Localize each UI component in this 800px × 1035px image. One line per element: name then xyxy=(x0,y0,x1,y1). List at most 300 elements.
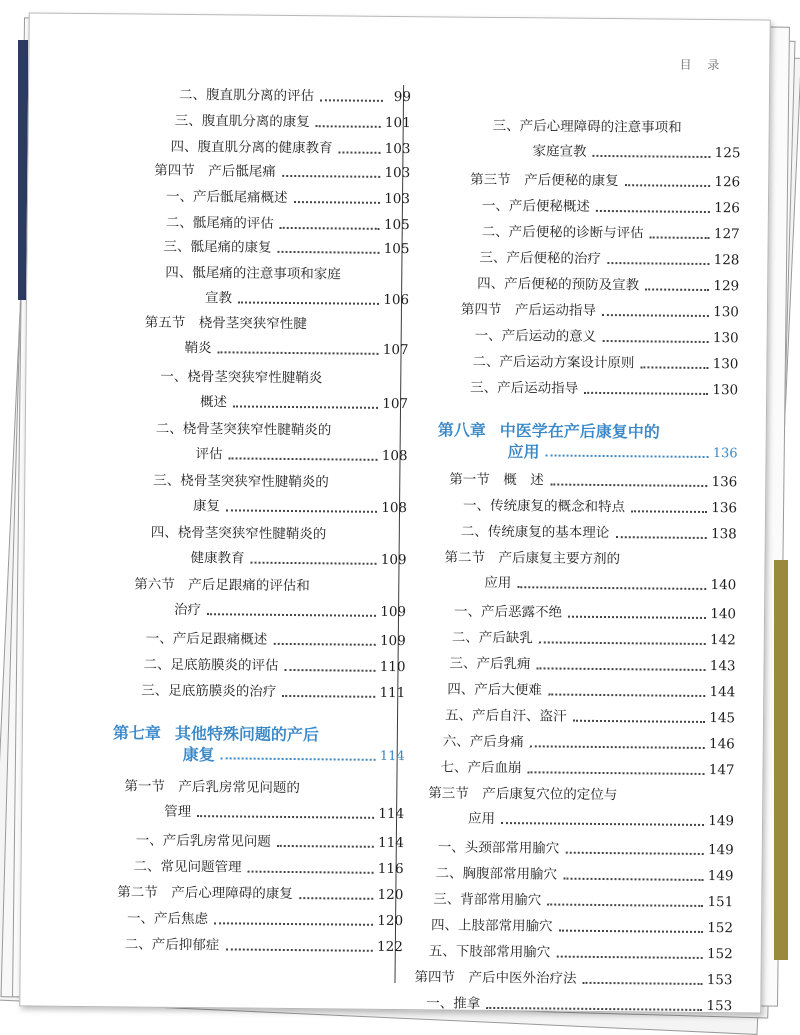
entry-line xyxy=(170,139,410,158)
entry-continuation-line xyxy=(444,574,736,594)
dot-leader xyxy=(277,845,374,848)
dot-leader xyxy=(229,457,378,460)
entry-line xyxy=(117,884,403,904)
toc-entry[interactable] xyxy=(143,657,405,677)
entry-title-line xyxy=(153,473,407,492)
dot-leader xyxy=(338,151,380,153)
page-number: 105 xyxy=(383,216,410,234)
entry-title: 一、桡骨茎突狭窄性腱鞘炎 xyxy=(160,368,323,387)
entry-line xyxy=(470,380,738,400)
toc-entry[interactable] xyxy=(449,656,735,676)
entry-line xyxy=(163,239,409,258)
toc-entry[interactable] xyxy=(438,839,734,859)
toc-entry[interactable] xyxy=(479,250,739,269)
dot-leader xyxy=(517,586,706,590)
dot-leader xyxy=(563,878,704,881)
dot-leader xyxy=(277,251,379,254)
entry-line xyxy=(154,163,410,182)
entry-title-continued: 健康教育 xyxy=(190,550,245,567)
toc-entry[interactable] xyxy=(163,239,409,258)
entry-continuation-line xyxy=(153,498,407,517)
entry-line xyxy=(463,498,737,518)
toc-entry[interactable] xyxy=(160,369,408,413)
entry-title: 三、产后乳痈 xyxy=(449,655,531,673)
page-number: 120 xyxy=(377,912,404,930)
page-number: 106 xyxy=(383,291,410,309)
entry-line xyxy=(461,302,739,322)
dot-leader xyxy=(299,897,374,900)
entry-title: 第四节 产后骶尾痛 xyxy=(154,162,276,180)
page-number: 109 xyxy=(380,551,407,569)
page-number: 140 xyxy=(710,577,737,594)
page-number: 125 xyxy=(714,145,741,162)
page-number: 136 xyxy=(712,446,738,462)
page-number: 116 xyxy=(377,860,404,878)
toc-entry[interactable] xyxy=(475,328,739,348)
entry-line xyxy=(127,910,403,930)
dot-leader xyxy=(214,922,373,926)
page-number: 130 xyxy=(712,356,739,373)
toc-entry[interactable] xyxy=(431,917,733,937)
entry-title: 第五节 桡骨茎突狭窄性腱 xyxy=(144,314,307,333)
dot-leader xyxy=(251,562,377,565)
entry-line xyxy=(470,172,740,192)
entry-title-line xyxy=(113,724,405,744)
entry-title-line xyxy=(124,778,404,798)
dot-leader xyxy=(607,262,710,265)
entry-title: 五、产后自汗、盗汗 xyxy=(444,707,567,725)
entry-line xyxy=(482,224,740,243)
entry-title-line xyxy=(156,421,408,440)
page-number: 152 xyxy=(706,946,733,963)
dot-leader xyxy=(546,454,709,458)
entry-title-continued: 康复 xyxy=(192,498,221,515)
entry-title-continued: 应用 xyxy=(467,810,496,827)
dot-leader xyxy=(226,509,377,512)
toc-entry[interactable] xyxy=(443,733,735,753)
chapter-number: 第八章 xyxy=(437,420,486,440)
entry-title: 中医学在产后康复中的 xyxy=(499,421,660,442)
entry-title: 四、腹直肌分离的健康教育 xyxy=(170,138,333,157)
entry-title: 五、下肢部常用腧穴 xyxy=(428,943,551,961)
page-number: 130 xyxy=(712,330,739,347)
dot-leader xyxy=(548,693,706,697)
toc-entry[interactable] xyxy=(470,172,740,192)
entry-title: 一、产后足跟痛概述 xyxy=(145,630,268,648)
toc-entry[interactable] xyxy=(492,118,740,162)
page-number: 126 xyxy=(714,174,741,191)
entry-line xyxy=(125,936,403,956)
page-number: 130 xyxy=(713,304,740,321)
toc-entry[interactable] xyxy=(136,833,404,853)
dot-leader xyxy=(596,210,710,213)
page-number: 143 xyxy=(709,658,736,675)
dot-leader xyxy=(316,125,381,128)
entry-title: 二、产后抑郁症 xyxy=(124,936,220,954)
entry-title: 三、产后运动指导 xyxy=(470,379,579,397)
toc-entry[interactable] xyxy=(144,315,408,360)
entry-title-line xyxy=(160,369,408,388)
entry-continuation-line xyxy=(124,803,404,823)
dot-leader xyxy=(645,288,709,291)
dot-leader xyxy=(650,236,710,239)
entry-title: 二、足底筋膜炎的评估 xyxy=(143,656,279,674)
entry-line xyxy=(440,759,734,779)
page-number: 110 xyxy=(379,658,406,676)
entry-title: 一、推拿 xyxy=(426,995,481,1012)
toc-entry[interactable] xyxy=(134,859,404,879)
entry-title-continued: 康复 xyxy=(182,744,215,765)
toc-entry[interactable] xyxy=(454,604,736,624)
entry-line xyxy=(445,707,735,727)
entry-title: 其他特殊问题的产后 xyxy=(174,723,319,745)
entry-title: 四、产后大便难 xyxy=(447,681,542,699)
dot-leader xyxy=(573,720,706,723)
toc-entry[interactable] xyxy=(433,891,733,911)
page-number: 144 xyxy=(709,684,736,701)
entry-title: 第二节 产后心理障碍的康复 xyxy=(117,884,293,903)
entry-title: 三、产后心理障碍的注意事项和 xyxy=(492,117,682,136)
dot-leader xyxy=(238,301,379,304)
entry-line xyxy=(141,683,405,703)
dot-leader xyxy=(625,184,711,187)
entry-line xyxy=(426,995,732,1015)
entry-line xyxy=(449,472,737,492)
entry-line xyxy=(146,631,406,650)
page-number: 138 xyxy=(710,526,737,543)
entry-line xyxy=(452,630,736,650)
entry-title: 第二节 产后康复主要方剂的 xyxy=(444,549,621,568)
toc-entry[interactable] xyxy=(447,682,735,702)
entry-continuation-line xyxy=(155,446,407,465)
page-number: 136 xyxy=(711,474,738,491)
entry-title: 第一节 产后乳房常见问题的 xyxy=(124,778,300,797)
toc-entry[interactable] xyxy=(470,380,738,400)
toc-entry[interactable] xyxy=(482,198,740,217)
entry-line xyxy=(482,198,740,217)
entry-line xyxy=(134,859,404,879)
page-number: 109 xyxy=(380,603,407,621)
entry-title: 六、产后身痛 xyxy=(442,733,524,751)
dot-leader xyxy=(584,392,708,395)
toc-entry[interactable] xyxy=(426,995,732,1015)
dot-leader xyxy=(293,201,380,204)
page-number: 149 xyxy=(707,842,734,859)
dot-leader xyxy=(280,227,380,230)
toc-entry[interactable] xyxy=(166,189,410,208)
entry-title: 一、产后便秘概述 xyxy=(481,197,591,215)
toc-entry[interactable] xyxy=(127,910,403,930)
entry-line xyxy=(143,657,405,677)
page-number: 140 xyxy=(710,606,737,623)
dot-leader xyxy=(631,510,707,513)
page-number: 108 xyxy=(381,447,408,465)
entry-title: 第四节 产后运动指导 xyxy=(460,301,597,319)
page-number: 122 xyxy=(376,938,403,956)
entry-title: 一、产后乳房常见问题 xyxy=(135,832,271,850)
entry-title: 三、腹直肌分离的康复 xyxy=(174,112,310,131)
dot-leader xyxy=(530,745,705,749)
entry-title: 二、产后运动方案设计原则 xyxy=(472,353,635,372)
page-number: 99 xyxy=(393,88,412,106)
entry-title-continued: 治疗 xyxy=(173,601,202,619)
entry-title-continued: 宣教 xyxy=(204,290,233,307)
dot-leader xyxy=(539,641,706,645)
page-number: 129 xyxy=(713,278,740,295)
toc-entry[interactable] xyxy=(472,354,738,374)
dot-leader xyxy=(568,616,706,619)
entry-title: 二、产后缺乳 xyxy=(451,629,533,647)
entry-line xyxy=(179,87,411,106)
toc-entry[interactable] xyxy=(170,139,410,158)
dot-leader xyxy=(197,815,374,819)
entry-continuation-line xyxy=(165,290,409,309)
chapter-heading[interactable] xyxy=(113,724,405,765)
entry-title: 二、腹直肌分离的评估 xyxy=(178,86,315,105)
entry-title: 一、头颈部常用腧穴 xyxy=(437,839,560,857)
page-number: 103 xyxy=(384,140,411,158)
entry-title: 第六节 产后足跟痛的评估和 xyxy=(134,576,310,595)
toc-entry[interactable] xyxy=(429,943,733,963)
dot-leader xyxy=(248,871,374,874)
dot-leader xyxy=(615,536,707,539)
dot-leader xyxy=(550,483,708,487)
book-cover-edge-right xyxy=(774,560,788,960)
entry-title: 一、产后恶露不绝 xyxy=(453,603,563,621)
entry-title: 三、足底筋膜炎的治疗 xyxy=(141,682,277,700)
dot-leader xyxy=(486,1007,702,1011)
toc-entry[interactable] xyxy=(414,969,732,989)
dot-leader xyxy=(602,314,709,317)
toc-entry[interactable] xyxy=(445,707,735,727)
page-number: 111 xyxy=(379,684,406,702)
page-number: 142 xyxy=(709,632,736,649)
page-number: 101 xyxy=(384,114,411,132)
entry-line xyxy=(435,865,733,885)
toc-entry[interactable] xyxy=(155,421,407,465)
page-number: 108 xyxy=(381,499,408,517)
toc-entry[interactable] xyxy=(435,865,733,885)
entry-continuation-line xyxy=(428,810,734,830)
entry-line xyxy=(166,189,410,208)
entry-title: 一、产后骶尾痛概述 xyxy=(165,188,288,206)
entry-line xyxy=(475,328,739,348)
dot-leader xyxy=(218,351,379,355)
entry-line xyxy=(175,113,411,132)
dot-leader xyxy=(582,982,702,985)
dot-leader xyxy=(320,99,383,102)
entry-continuation-line xyxy=(160,394,408,413)
entry-line xyxy=(414,969,732,989)
entry-line xyxy=(479,250,739,269)
entry-continuation-line xyxy=(150,550,406,569)
toc-entry[interactable] xyxy=(125,936,403,956)
toc-entry[interactable] xyxy=(117,884,403,904)
toc-entry[interactable] xyxy=(154,163,410,182)
dot-leader xyxy=(225,948,373,951)
toc-entry[interactable] xyxy=(461,302,739,322)
toc-entry[interactable] xyxy=(166,215,410,234)
page-number: 114 xyxy=(377,834,404,852)
entry-title-continued: 概述 xyxy=(199,394,228,411)
toc-entry[interactable] xyxy=(440,759,734,779)
entry-title: 四、上肢部常用腧穴 xyxy=(430,917,553,935)
entry-title: 一、产后焦虑 xyxy=(127,910,209,928)
page-number: 153 xyxy=(706,998,733,1015)
entry-title: 四、骶尾痛的注意事项和家庭 xyxy=(165,264,341,283)
toc-entry[interactable] xyxy=(150,525,406,569)
entry-title: 七、产后血崩 xyxy=(440,759,522,777)
entry-line xyxy=(472,354,738,374)
entry-line xyxy=(454,604,736,624)
entry-title: 第三节 产后康复穴位的定位与 xyxy=(428,785,618,804)
toc-entry[interactable] xyxy=(444,549,736,594)
page-number: 107 xyxy=(382,395,409,413)
page-number: 151 xyxy=(707,894,734,911)
toc-left-column xyxy=(91,58,412,956)
page-number: 126 xyxy=(714,200,741,217)
chapter-heading[interactable] xyxy=(438,421,738,462)
toc-entry[interactable] xyxy=(449,472,737,492)
page-number: 103 xyxy=(384,164,411,182)
page-number: 146 xyxy=(708,736,735,753)
page-number: 114 xyxy=(378,805,405,823)
toc-entry[interactable] xyxy=(179,87,411,106)
page-number: 147 xyxy=(708,762,735,779)
entry-title-line xyxy=(165,265,409,284)
entry-line xyxy=(166,215,410,234)
entry-line xyxy=(461,524,737,544)
entry-line xyxy=(429,943,733,963)
dot-leader xyxy=(558,930,703,933)
entry-title: 二、胸腹部常用腧穴 xyxy=(435,865,558,883)
dot-leader xyxy=(640,366,708,369)
entry-line xyxy=(447,682,735,702)
entry-title-continued: 评估 xyxy=(195,446,223,463)
entry-line xyxy=(431,917,733,937)
entry-line xyxy=(136,833,404,853)
entry-title-continued: 应用 xyxy=(507,442,540,462)
entry-line xyxy=(443,733,735,753)
entry-title-line xyxy=(438,421,738,441)
page-number: 107 xyxy=(382,341,409,359)
toc-entry[interactable] xyxy=(146,631,406,650)
page-number: 130 xyxy=(712,382,739,399)
dot-leader xyxy=(537,667,706,671)
entry-title-continued: 管理 xyxy=(164,803,192,821)
entry-title: 二、桡骨茎突狭窄性腱鞘炎的 xyxy=(155,420,332,439)
entry-line xyxy=(438,839,734,859)
toc-page xyxy=(19,12,771,1013)
entry-line xyxy=(433,891,733,911)
page-number: 128 xyxy=(713,252,740,269)
entry-line xyxy=(477,276,739,296)
entry-title-continued: 鞘炎 xyxy=(184,339,212,357)
page-header: 目 录 xyxy=(679,57,726,73)
entry-title: 三、背部常用腧穴 xyxy=(433,891,542,909)
dot-leader xyxy=(501,822,704,826)
page-number: 149 xyxy=(707,868,734,885)
dot-leader xyxy=(556,956,703,959)
toc-entry[interactable] xyxy=(463,498,737,518)
toc-entry[interactable] xyxy=(141,683,405,703)
entry-continuation-line xyxy=(492,143,740,162)
toc-entry[interactable] xyxy=(477,276,739,296)
page-number: 105 xyxy=(383,240,410,258)
entry-continuation-line xyxy=(438,442,738,462)
entry-line xyxy=(449,656,735,676)
entry-title-continued: 家庭宣教 xyxy=(532,143,587,160)
toc-entry[interactable] xyxy=(428,785,734,830)
dot-leader xyxy=(221,757,376,760)
page-number: 120 xyxy=(377,886,404,904)
toc-entry[interactable] xyxy=(452,630,736,650)
entry-title-line xyxy=(493,118,741,137)
dot-leader xyxy=(565,852,704,855)
entry-title: 第三节 产后便秘的康复 xyxy=(470,171,619,190)
entry-title: 二、骶尾痛的评估 xyxy=(165,214,274,232)
entry-title: 第四节 产后中医外治疗法 xyxy=(414,969,577,987)
page-number: 136 xyxy=(711,500,738,517)
entry-title: 一、传统康复的概念和特点 xyxy=(462,497,626,516)
toc-entry[interactable] xyxy=(153,473,407,517)
entry-title-line xyxy=(151,525,407,544)
entry-title: 四、产后便秘的预防及宣教 xyxy=(477,275,640,294)
dot-leader xyxy=(282,695,375,698)
dot-leader xyxy=(592,155,710,158)
entry-title: 第一节 概 述 xyxy=(449,471,544,489)
page-number: 127 xyxy=(713,226,740,243)
entry-title: 三、产后便秘的治疗 xyxy=(479,249,602,267)
page-number: 149 xyxy=(708,813,735,830)
page-number: 152 xyxy=(707,920,734,937)
entry-title: 三、桡骨茎突狭窄性腱鞘炎的 xyxy=(153,472,329,491)
page-number: 114 xyxy=(379,748,405,765)
entry-title-continued: 应用 xyxy=(484,574,512,592)
entry-title: 二、常见问题管理 xyxy=(133,858,242,876)
dot-leader xyxy=(207,613,376,617)
page-number: 109 xyxy=(379,632,406,650)
entry-title: 二、产后便秘的诊断与评估 xyxy=(481,223,644,242)
dot-leader xyxy=(528,771,705,775)
dot-leader xyxy=(547,903,703,906)
page-number: 103 xyxy=(384,190,411,208)
dot-leader xyxy=(233,405,378,408)
entry-title: 三、骶尾痛的康复 xyxy=(163,238,272,256)
toc-entry[interactable] xyxy=(175,113,411,132)
entry-title: 一、产后运动的意义 xyxy=(474,327,597,345)
entry-title-line xyxy=(145,315,409,335)
entry-title-line xyxy=(134,577,406,597)
toc-entry[interactable] xyxy=(461,524,737,544)
toc-entry[interactable] xyxy=(124,778,404,823)
dot-leader xyxy=(273,643,376,646)
entry-title: 四、桡骨茎突狭窄性腱鞘炎的 xyxy=(150,524,327,543)
page-number: 145 xyxy=(709,710,736,727)
entry-title-line xyxy=(428,785,734,805)
entry-title-line xyxy=(444,549,736,569)
entry-continuation-line xyxy=(144,340,408,360)
dot-leader xyxy=(284,669,375,672)
chapter-number: 第七章 xyxy=(112,723,161,743)
page-number: 153 xyxy=(706,972,733,989)
toc-entry[interactable] xyxy=(482,224,740,243)
toc-entry[interactable] xyxy=(134,577,406,622)
entry-continuation-line xyxy=(113,745,405,765)
entry-continuation-line xyxy=(134,602,406,622)
toc-entry[interactable] xyxy=(165,265,409,309)
dot-leader xyxy=(282,175,381,178)
